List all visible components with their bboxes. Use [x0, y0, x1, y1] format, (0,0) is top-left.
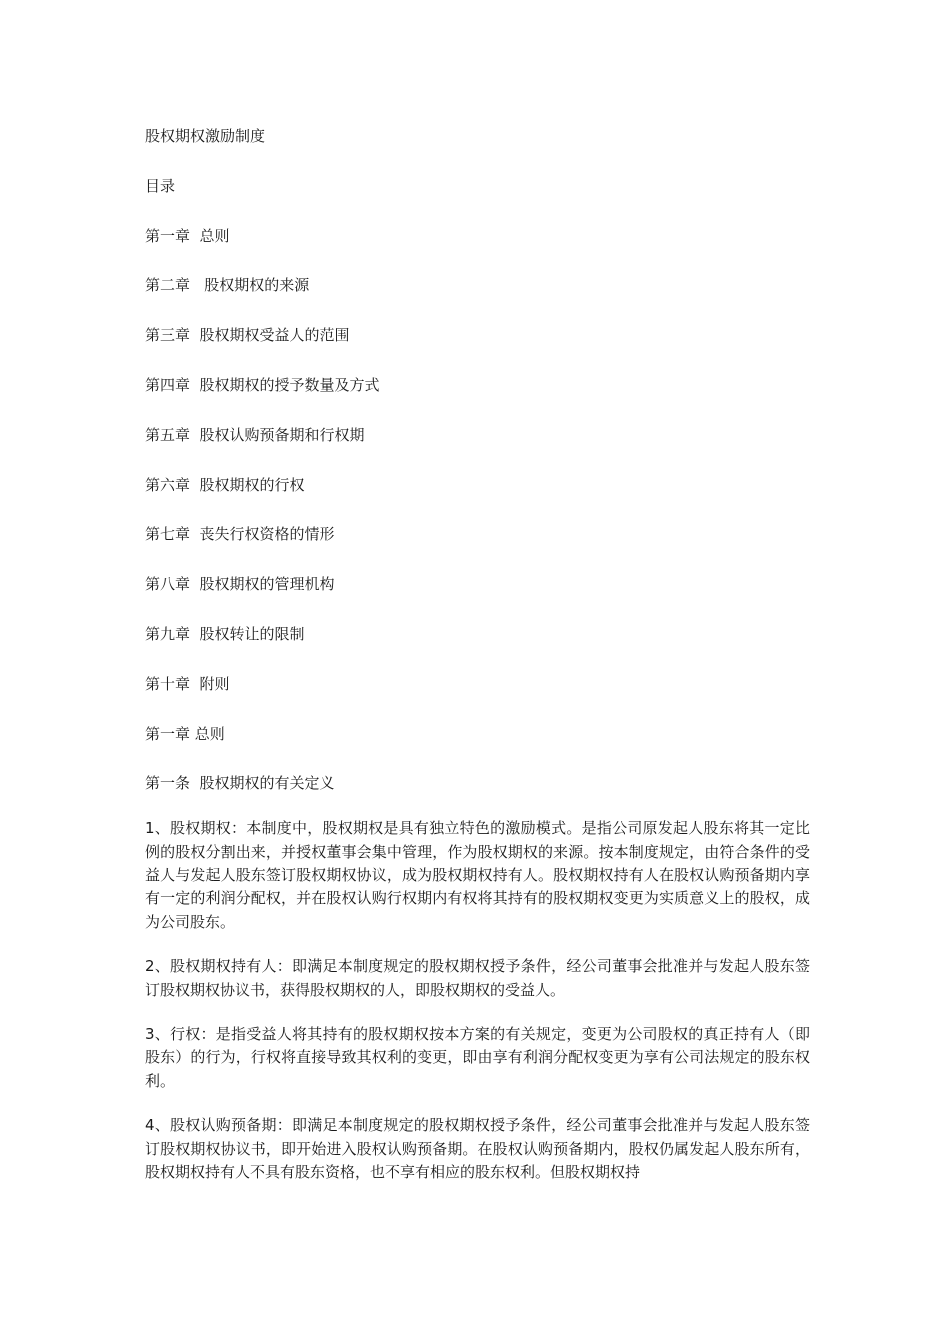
- chapter-heading: 第一章 总则: [145, 724, 225, 743]
- toc-item-4: 第四章 股权期权的授予数量及方式: [145, 375, 380, 394]
- toc-item-3: 第三章 股权期权受益人的范围: [145, 326, 350, 345]
- definition-paragraph-1: 1、股权期权：本制度中，股权期权是具有独立特色的激励模式。是指公司原发起人股东将其一定比例的股权分割出来，并授权董事会集中管理，作为股权期权的来源。按本制度规定，由符合条件的受益人与发起人股东签订股权期权协议，成为股权期权持有人。股权期权持有人在股权认购预备期内享有一定的利润分配权，并在股权认购行权期内有权将其持有的股权期权变更为实质意义上的股权，成为公司股东。: [145, 819, 810, 931]
- toc-item-7: 第七章 丧失行权资格的情形: [145, 525, 335, 544]
- toc-item-10: 第十章 附则: [145, 674, 230, 693]
- toc-item-1: 第一章 总则: [145, 226, 230, 245]
- toc-item-9: 第九章 股权转让的限制: [145, 624, 305, 643]
- toc-item-6: 第六章 股权期权的行权: [145, 475, 305, 494]
- toc-item-5: 第五章 股权认购预备期和行权期: [145, 425, 365, 444]
- document-title: 股权期权激励制度: [145, 127, 266, 145]
- article-heading: 第一条 股权期权的有关定义: [145, 774, 335, 793]
- document-page: [145, 124, 810, 1205]
- definition-paragraph-4: 4、股权认购预备期：即满足本制度规定的股权期权授予条件，经公司董事会批准并与发起人股东签订股权期权协议书，即开始进入股权认购预备期。在股权认购预备期内，股权仍属发起人股东所有，股权期权持有人不具有股东资格，也不享有相应的股东权利。但股权期权持: [145, 1116, 810, 1182]
- definition-paragraph-3: 3、行权：是指受益人将其持有的股权期权按本方案的有关规定，变更为公司股权的真正持有人（即股东）的行为，行权将直接导致其权利的变更，即由享有利润分配权变更为享有公司法规定的股东权利。: [145, 1025, 810, 1090]
- toc-item-8: 第八章 股权期权的管理机构: [145, 575, 335, 594]
- definition-paragraph-2: 2、股权期权持有人：即满足本制度规定的股权期权授予条件，经公司董事会批准并与发起人股东签订股权期权协议书，获得股权期权的人，即股权期权的受益人。: [145, 957, 810, 999]
- toc-heading: 目录: [145, 176, 176, 195]
- toc-item-2: 第二章 股权期权的来源: [145, 276, 310, 295]
